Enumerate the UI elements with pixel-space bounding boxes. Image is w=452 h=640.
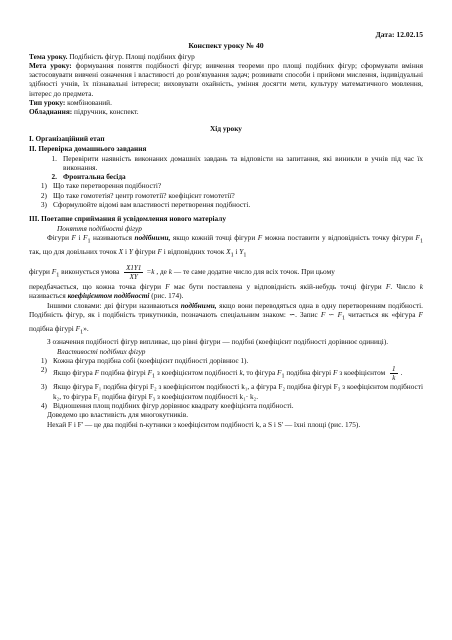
list-item: 4) Відношення площ подібних фігур дорівнює квадрату коефіцієнта подібності. — [40, 400, 294, 410]
definition-paragraph: Фігури F і $F_1$ називаються подібними, якщо кожній точці фігури F можна поставити у відповідність точку фігури $F_1$ так, що для довільних точок X і Y фігури F і відповідних точок $X_1$ і $Y_1$ — [29, 232, 423, 259]
last-paragraph: Нехай F і F' — це два подібні n-кутники з коефіцієнтом подібності k, а S і S' — їхні площі (рис. 175). — [47, 419, 361, 429]
list-item: 1) Кожна фігура подібна собі (коефіцієнт подібності дорівнює 1). — [40, 356, 249, 366]
concept-heading: Поняття подібності фігур — [57, 223, 142, 233]
list-item: 1) Що таке перетворення подібності? — [40, 181, 162, 191]
topic-line — [29, 52, 423, 61]
inverse-fraction: $\frac{1}{k}$ — [392, 365, 396, 383]
equipment-text: підручник, конспект. — [72, 107, 139, 117]
goal-paragraph — [29, 61, 423, 98]
condition-line: фігури $F_1$ виконується умова $\frac{X1Y1}{XY}$ =k , де k — те саме додатне число для всіх точок. При цьому — [29, 264, 335, 282]
topic-text: Подібність фігур. Площі подібних фігур — [67, 51, 195, 61]
goal-label: Мета уроку: — [29, 60, 72, 70]
document-page — [29, 30, 423, 429]
questions-list — [29, 181, 423, 209]
prove-line: Доведемо цю властивість для многокутників. — [47, 410, 189, 420]
type-label: Тип уроку: — [29, 98, 66, 108]
type-text: комбінований. — [65, 98, 112, 108]
lesson-heading: Хід уроку — [210, 123, 242, 133]
list-item: 2. Фронтальна бесіда — [51, 172, 126, 182]
stage-1-heading: I. Організаційний етап — [29, 133, 105, 143]
list-item: 3) Сформулюйте відомі вам властивості перетворення подібності. — [40, 200, 251, 210]
equipment-line — [29, 107, 423, 116]
ratio-fraction: $\frac{X1Y1}{XY}$ — [126, 264, 142, 282]
topic-label: Тема уроку. — [29, 51, 68, 61]
properties-heading: Властивості подібних фігур — [57, 346, 146, 356]
list-item: 1. Перевірити наявність виконаних домашніх завдань та відповісти на запитання, які виникли в учнів під час їх виконання. — [51, 153, 423, 172]
document-title: Конспект уроку № 40 — [188, 41, 264, 51]
lesson-date: Дата: 12.02.15 — [375, 30, 423, 39]
list-item: 2) Що таке гомотетія? центр гомотетії? коефіцієнт гомотетії? — [40, 190, 235, 200]
definition-continuation: передбачається, що кожна точка фігури F має бути поставлена у відповідність якій-небудь точці фігури F. Число k називається коефіцієнтом подібності (рис. 174). — [29, 282, 424, 301]
goal-text: формування поняття подібності фігур; вивчення теореми про площі подібних фігур; сформувати вміння застосовувати вивчені означення і властивості до розв'язування задач; розвивати способи і прийоми мислення, індивідуальні здібності учнів, їх пізнавальні інтереси; виховувати охайність, уміння досягти мети, культуру математичного мовлення, інтерес до предмета. — [29, 60, 423, 98]
list-item: 3) Якщо фігура F₁ подібна фігурі F₂ з коефіцієнтом подібності k₁, а фігура F₂ подібна фігурі F₃ з коефіцієнтом подібності k₂, то фігура F₁ подібна фігурі F₃ з коефіцієнтом подібності k₁· k₂. — [40, 382, 423, 401]
equipment-label: Обладнання: — [29, 107, 73, 117]
stage-3-heading: III. Поетапне сприймання й усвідомлення нового матеріалу — [29, 214, 226, 224]
type-line — [29, 98, 423, 107]
follows-paragraph: З означення подібності фігур випливає, що рівні фігури — подібні (коефіцієнт подібності дорівнює одиниці). — [47, 337, 389, 347]
list-item: 2) Якщо фігура F подібна фігурі $F_1$ з коефіцієнтом подібності k, то фігура $F_1$ подібна фігурі F з коефіцієнтом $\frac{1}{k}$ . — [40, 365, 403, 383]
properties-list — [29, 356, 423, 410]
homework-list — [29, 154, 423, 182]
stage-2-heading: II. Перевірка домашнього завдання — [29, 144, 147, 154]
other-words-paragraph: Іншими словами: дві фігури називаються подібними, якщо вони переводяться одна в одну перетворенням подібності. Подібність фігур, як і подібність трикутників, позначають спеціальним знаком: ∽. Запис F ∽ $F_1$ читається як «фігура F подібна фігурі $F_1$». — [29, 300, 423, 336]
